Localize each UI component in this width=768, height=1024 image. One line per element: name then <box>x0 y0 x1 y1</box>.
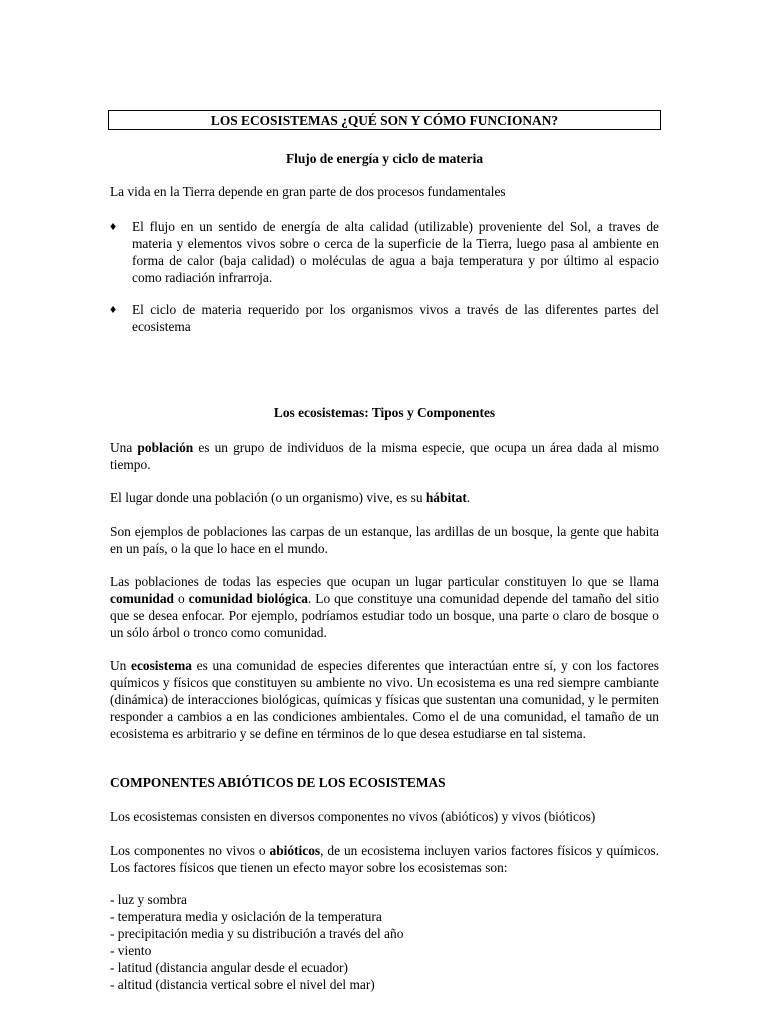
text-run: Un <box>110 658 132 673</box>
section-heading-abioticos: COMPONENTES ABIÓTICOS DE LOS ECOSISTEMAS <box>110 775 446 790</box>
bullet-text-2: El ciclo de materia requerido por los organismos vivos a través de las diferentes partes del ecosistema <box>132 302 659 334</box>
list-item: - precipitación media y su distribución a través del año <box>110 926 404 941</box>
text-run: . Lo que constituye una comunidad depende del tamaño del sitio que se desea enfocar. Por ejemplo, podríamos estudiar todo un bosque, una parte o claro de bosque o un sólo árbol o tronco como comunidad. <box>110 591 659 640</box>
document-title-text: LOS ECOSISTEMAS ¿QUÉ SON Y CÓMO FUNCIONAN? <box>210 112 559 128</box>
paragraph-comunidad <box>110 573 659 641</box>
paragraph-abioticos <box>110 842 659 876</box>
list-item: - altitud (distancia vertical sobre el nivel del mar) <box>110 977 375 992</box>
term-comunidad: comunidad <box>110 591 174 606</box>
text-run: Las poblaciones de todas las especies que ocupan un lugar particular constituyen lo que se llama <box>110 574 659 589</box>
bullet-text-1: El flujo en un sentido de energía de alta calidad (utilizable) proveniente del Sol, a traves de materia y elementos vivos sobre o cerca de la superficie de la Tierra, luego pasa al ambiente en forma de calor (baja calidad) o moléculas de agua a baja temperatura y por último al espacio como radiación infrarroja. <box>132 219 659 285</box>
list-item: - temperatura media y osiclación de la temperatura <box>110 909 382 924</box>
document-title <box>108 110 661 130</box>
factors-list <box>110 891 659 993</box>
text-run: o <box>174 591 189 606</box>
section-heading-flujo: Flujo de energía y ciclo de materia <box>285 151 484 166</box>
list-item: - viento <box>110 943 152 958</box>
diamond-bullet-icon: ♦ <box>110 302 117 316</box>
list-item: - latitud (distancia angular desde el ecuador) <box>110 960 348 975</box>
paragraph-componentes: Los ecosistemas consisten en diversos componentes no vivos (abióticos) y vivos (bióticos) <box>110 809 596 824</box>
text-run: , de un ecosistema incluyen varios factores físicos y químicos. Los factores físicos que tienen un efecto mayor sobre los ecosistemas son: <box>110 843 659 875</box>
intro-paragraph: La vida en la Tierra depende en gran parte de dos procesos fundamentales <box>110 184 506 199</box>
text-run: El lugar donde una población (o un organismo) vive, es su <box>110 490 426 505</box>
paragraph-habitat <box>110 489 659 506</box>
text-run: Los componentes no vivos o <box>110 843 270 858</box>
section-heading-tipos: Los ecosistemas: Tipos y Componentes <box>273 405 496 420</box>
text-run: es un grupo de individuos de la misma especie, que ocupa un área dada al mismo tiempo. <box>110 440 659 472</box>
term-comunidad-biologica: comunidad biológica <box>188 591 308 606</box>
list-item: - luz y sombra <box>110 892 187 907</box>
diamond-bullet-icon: ♦ <box>110 219 117 233</box>
text-run: Una <box>110 440 138 455</box>
paragraph-ecosistema <box>110 657 659 742</box>
term-poblacion: población <box>137 440 194 455</box>
text-run: . <box>466 490 471 505</box>
text-run: es una comunidad de especies diferentes que interactúan entre sí, y con los factores químicos y físicos que constituyen su ambiente no vivo. Un ecosistema es una red siempre cambiante (dinámica) de interacciones biológicas, químicas y físicas que sustentan una comunidad, y le permiten responder a cambios a en las condiciones ambientales. Como el de una comunidad, el tamaño de un ecosistema es arbitrario y se define en términos de lo que desea estudiarse en tal sistema. <box>110 658 659 741</box>
paragraph-ejemplos: Son ejemplos de poblaciones las carpas de un estanque, las ardillas de un bosque, la gente que habita en un país, o la que lo hace en el mundo. <box>110 524 659 556</box>
term-abioticos: abióticos <box>269 843 321 858</box>
term-ecosistema: ecosistema <box>131 658 192 673</box>
term-habitat: hábitat <box>425 490 467 505</box>
paragraph-poblacion <box>110 439 659 473</box>
